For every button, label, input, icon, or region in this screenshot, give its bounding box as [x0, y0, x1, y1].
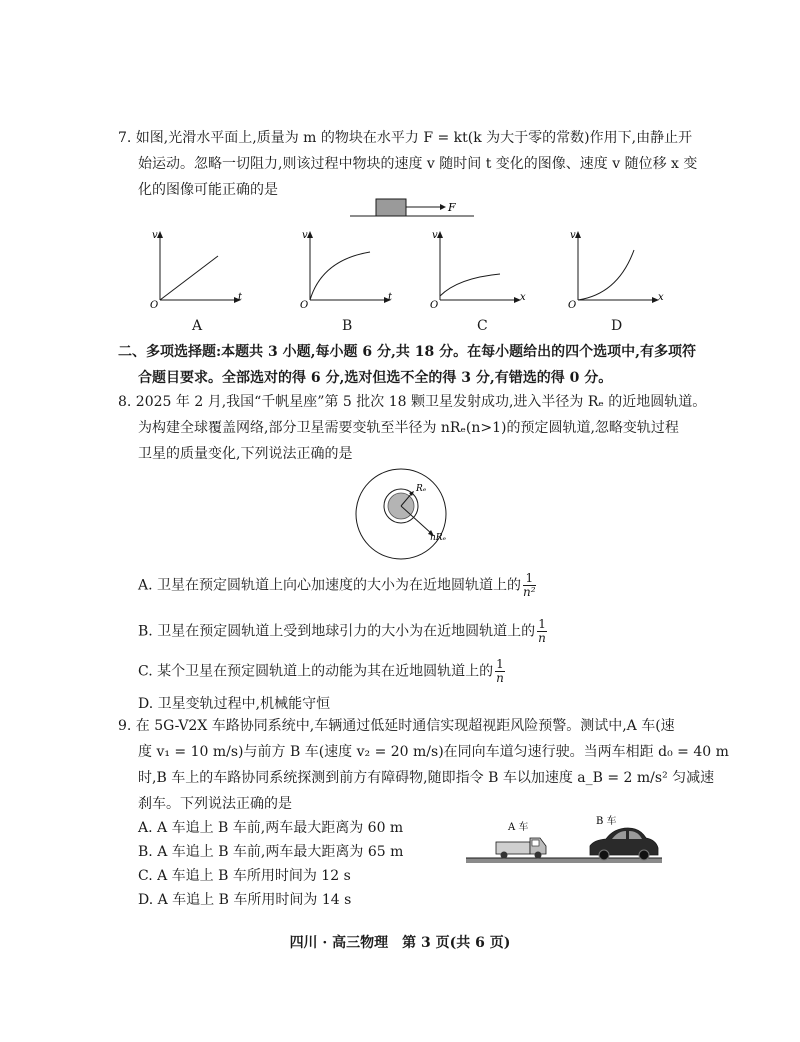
graph-a: [148, 228, 248, 310]
q9-option-c: C. A 车追上 B 车所用时间为 12 s: [138, 868, 351, 884]
block: [376, 199, 406, 216]
q8-option-b: B. 卫星在预定圆轨道上受到地球引力的大小为在近地圆轨道上的 $\frac{1}{n}$: [138, 617, 546, 645]
svg-text:O: O: [300, 300, 309, 310]
q7-line-3: 化的图像可能正确的是: [138, 182, 278, 198]
q8-option-c: C. 某个卫星在预定圆轨道上的动能为其在近地圆轨道上的 $\frac{1}{n}$: [138, 657, 504, 685]
svg-text:x: x: [658, 292, 664, 303]
q7-line-1: 7. 如图,光滑水平面上,质量为 m 的物块在水平力 F = kt(k 为大于零的常数)作用下,由静止开: [118, 130, 693, 146]
svg-text:t: t: [388, 292, 393, 303]
graph-b-letter: B: [342, 318, 353, 334]
q8-line-2: 为构建全球覆盖网络,部分卫星需要变轨至半径为 nRₑ(n>1)的预定圆轨道,忽略变轨过程: [138, 420, 679, 436]
graph-b-curve: [310, 252, 370, 300]
road: [466, 858, 662, 863]
orbit-diagram: [348, 464, 448, 564]
cars-figure: [466, 812, 666, 868]
section2-line-1: 二、多项选择题:本题共 3 小题,每小题 6 分,共 18 分。在每小题给出的四个选项中,有多项符: [118, 344, 696, 360]
q9-line-4: 刹车。下列说法正确的是: [138, 796, 292, 812]
graph-a-curve: [160, 256, 218, 300]
page-footer: 四川 · 高三物理 第 3 页(共 6 页): [289, 935, 511, 951]
graph-c: [428, 228, 530, 310]
section2-line-2: 合题目要求。全部选对的得 6 分,选对但选不全的得 3 分,有错选的得 0 分。: [138, 370, 613, 386]
q9-option-d: D. A 车追上 B 车所用时间为 14 s: [138, 892, 352, 908]
q9-line-1: 9. 在 5G-V2X 车路协同系统中,车辆通过低延时通信实现超视距风险预警。测试中,A 车(速: [118, 718, 675, 734]
block-on-surface-figure: [348, 196, 478, 222]
svg-text:O: O: [568, 300, 577, 310]
svg-text:t: t: [238, 292, 243, 303]
graph-c-letter: C: [477, 318, 488, 334]
q8-line-3: 卫星的质量变化,下列说法正确的是: [138, 446, 353, 462]
label-re: Rₑ: [416, 484, 427, 494]
label-nre: nRₑ: [429, 533, 446, 543]
svg-text:v: v: [302, 230, 308, 241]
q9-line-3: 时,B 车上的车路协同系统探测到前方有障碍物,随即指令 B 车以加速度 a_B = 2 m/s² 匀减速: [138, 770, 715, 786]
car-b: [590, 828, 658, 860]
force-label: F: [448, 201, 456, 214]
q7-line-2: 始运动。忽略一切阻力,则该过程中物块的速度 v 随时间 t 变化的图像、速度 v 随位移 x 变: [138, 156, 698, 172]
graph-b: [298, 228, 398, 310]
graph-d-curve: [578, 250, 634, 300]
graph-a-letter: A: [192, 318, 203, 334]
svg-text:v: v: [570, 230, 576, 241]
q9-option-b: B. A 车追上 B 车前,两车最大距离为 65 m: [138, 844, 404, 860]
svg-text:v: v: [152, 230, 158, 241]
q8-line-1: 8. 2025 年 2 月,我国“千帆星座”第 5 批次 18 颗卫星发射成功,进入半径为 Rₑ 的近地圆轨道。: [118, 394, 707, 410]
car-a-label: A 车: [508, 822, 529, 833]
graph-d: [566, 228, 668, 310]
q8-option-a: A. 卫星在预定圆轨道上向心加速度的大小为在近地圆轨道上的 $\frac{1}{\text{n²}}$: [138, 571, 536, 599]
svg-text:O: O: [150, 300, 159, 310]
force-arrowhead: [440, 204, 446, 210]
car-a-truck: [496, 838, 546, 859]
q9-option-a: A. A 车追上 B 车前,两车最大距离为 60 m: [138, 820, 404, 836]
q8-option-d: D. 卫星变轨过程中,机械能守恒: [138, 696, 331, 712]
car-b-label: B 车: [596, 816, 617, 827]
svg-text:x: x: [520, 292, 526, 303]
graph-d-letter: D: [611, 318, 623, 334]
q9-line-2: 度 v₁ = 10 m/s)与前方 B 车(速度 v₂ = 20 m/s)在同向车道匀速行驶。当两车相距 d₀ = 40 m: [138, 744, 729, 760]
svg-text:O: O: [430, 300, 439, 310]
graph-c-curve: [440, 274, 500, 296]
svg-text:v: v: [432, 230, 438, 241]
